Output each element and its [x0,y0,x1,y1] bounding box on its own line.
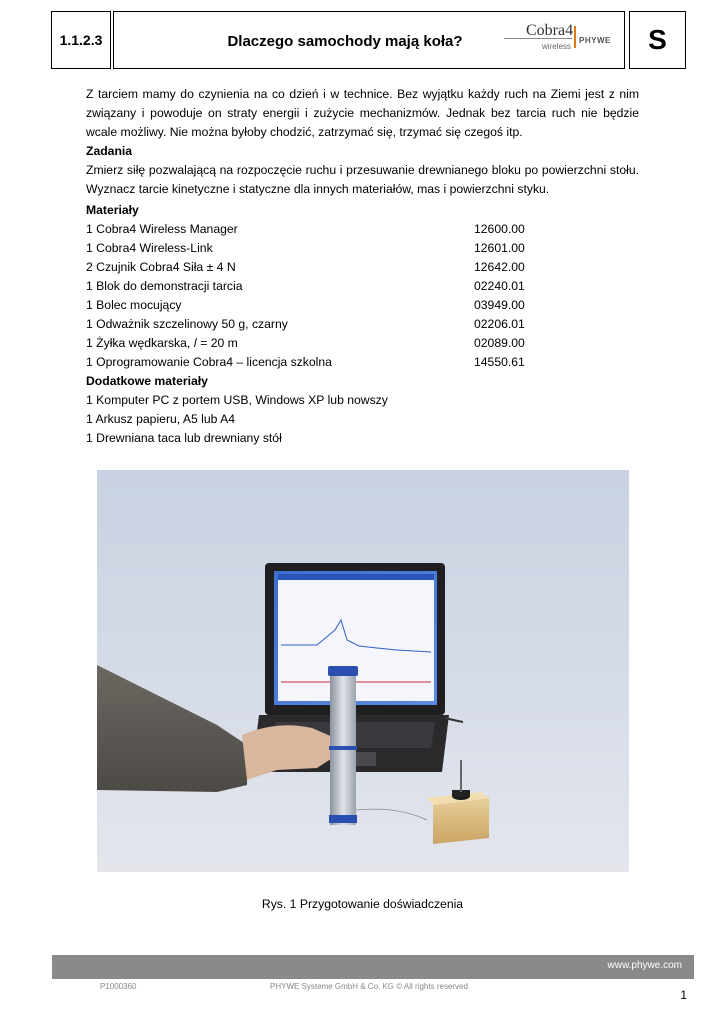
title-box [113,11,625,69]
footer-bar [52,955,694,979]
materials-heading: Materiały [86,203,139,217]
page-title: Dlaczego samochody mają koła? [227,32,463,50]
intro-paragraph: Z tarciem mamy do czynienia na co dzień i w technice. Bez wyjątku każdy ruch na Ziemi jest z nim związany i powoduje on straty energii i zużycie mechanizmów. Jednak bez tarcia ruch nie będzie wcale możliwy. Nie można byłoby chodzić, zatrzymać się, trzymać się czegoś itp. [86,87,639,139]
list-item: 2 Czujnik Cobra4 Siła ± 4 N 12642.00 [86,260,525,274]
list-item: 1 Arkusz papieru, A5 lub A4 [86,412,236,426]
copyright: PHYWE Systeme GmbH & Co. KG © All rights reserved [270,982,468,991]
list-item: 1 Komputer PC z portem USB, Windows XP lub nowszy [86,393,388,407]
additional-heading: Dodatkowe materiały [86,374,208,388]
section-number: 1.1.2.3 [51,11,111,69]
list-item: 1 Odważnik szczelinowy 50 g, czarny 02206.01 [86,317,525,331]
list-item: 1 Cobra4 Wireless-Link 12601.00 [86,241,525,255]
list-item: 1 Bolec mocujący 03949.00 [86,298,525,312]
logo-brand: PHYWE [579,36,611,45]
tasks-paragraph: Zmierz siłę pozwalającą na rozpoczęcie ruchu i przesuwanie drewnianego bloku po powierzchni stołu. Wyznacz tarcie kinetyczne i statyczne dla innych materiałów, mas i powierzchni styku. [86,163,639,196]
footer-url[interactable]: www.phywe.com [607,960,682,971]
list-item: 1 Cobra4 Wireless Manager 12600.00 [86,222,525,236]
tasks-heading: Zadania [86,144,133,158]
level-badge: S [629,11,686,69]
additional-list [86,391,639,448]
page-number: 1 [680,988,687,1002]
list-item: 1 Blok do demonstracji tarcia 02240.01 [86,279,525,293]
product-code: P1000360 [100,982,137,991]
figure-caption: Rys. 1 Przygotowanie doświadczenia [261,897,464,911]
list-item: 1 Drewniana taca lub drewniany stół [86,431,282,445]
list-item: 1 Żyłka wędkarska, 𝑙 = 20 m 02089.00 [86,336,525,350]
setup-photo [97,470,629,872]
list-item: 1 Oprogramowanie Cobra4 – licencja szkolna 14550.61 [86,355,525,369]
logo-sub: wireless [542,42,571,51]
logo-main: Cobra4 [526,22,574,39]
cobra4-phywe-logo [504,22,620,56]
materials-list [86,220,639,372]
